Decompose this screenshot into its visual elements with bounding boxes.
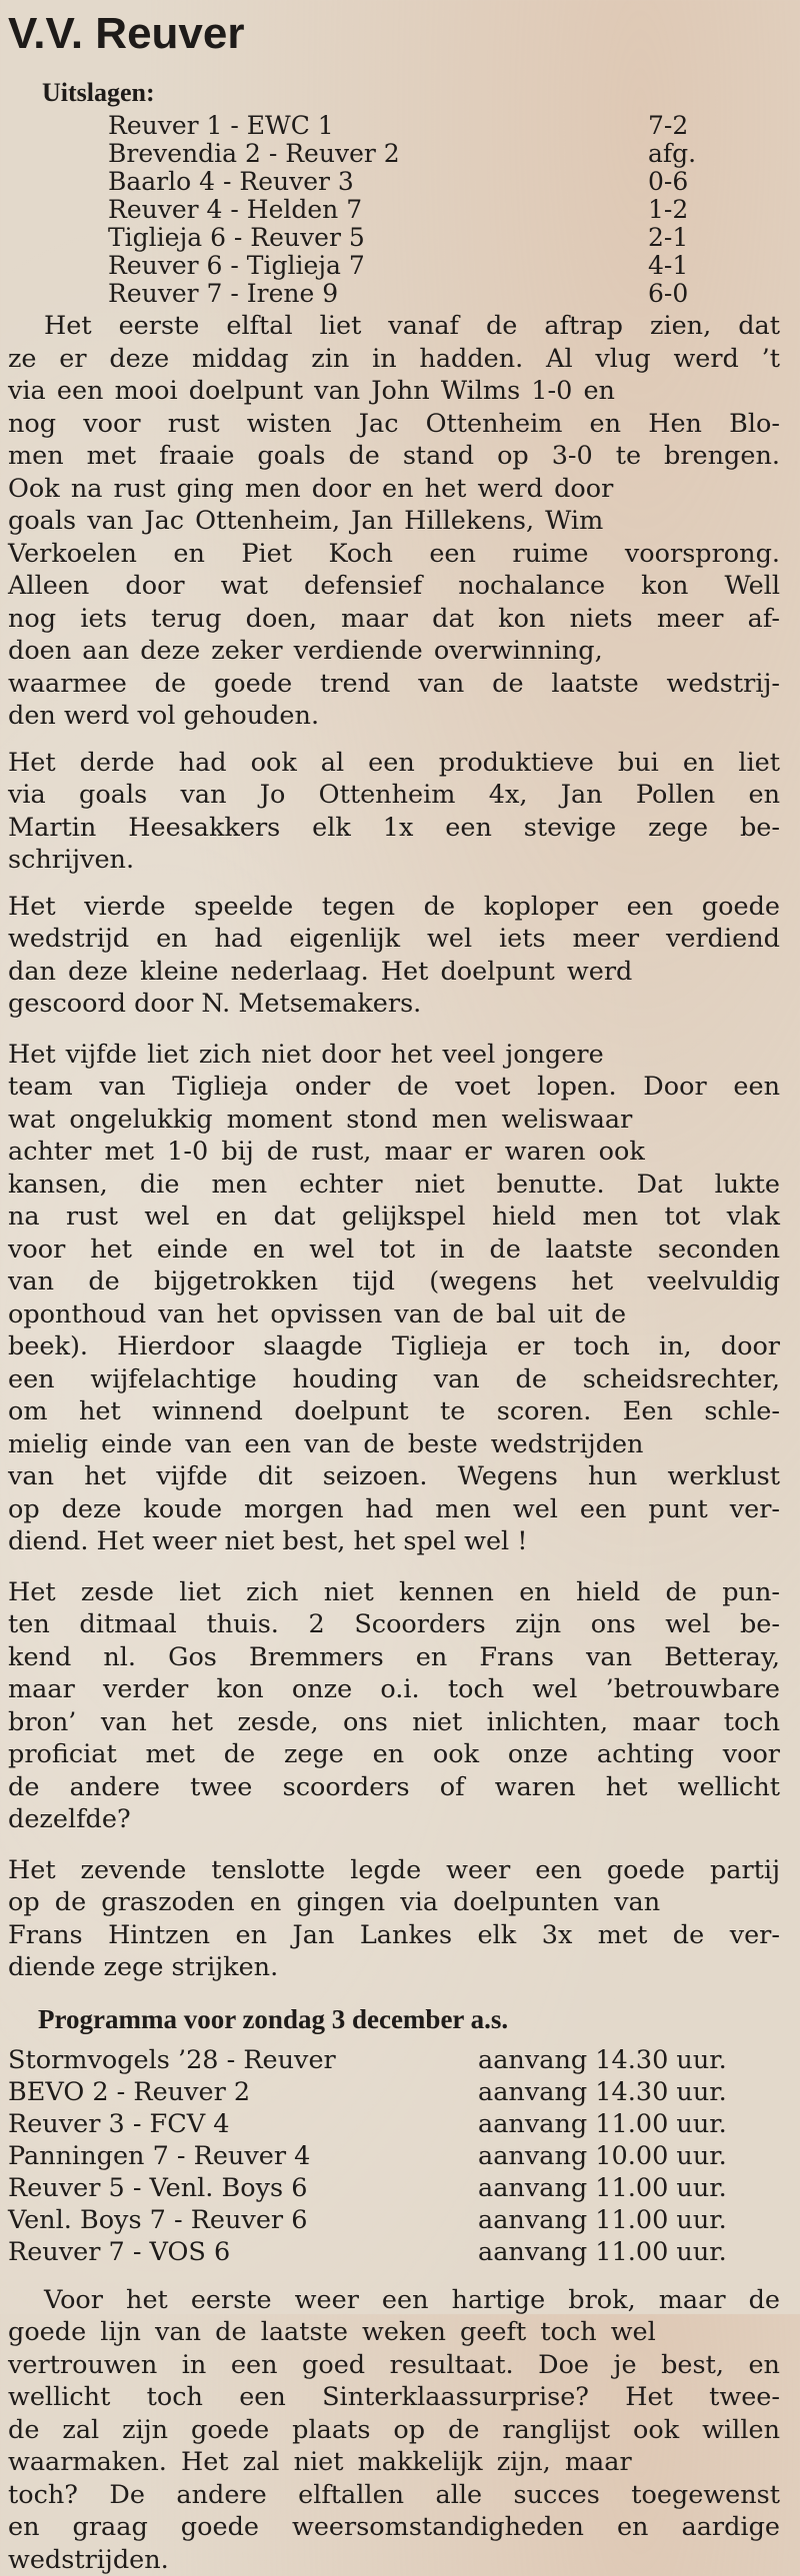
text-line: den werd vol gehouden. xyxy=(8,700,780,733)
results-list xyxy=(8,112,780,308)
result-match: Reuver 1 - EWC 1 xyxy=(8,112,648,140)
text-line: Het eerste elftal liet vanaf de aftrap zien, dat xyxy=(8,310,780,343)
program-time: aanvang 11.00 uur. xyxy=(478,2204,727,2236)
text-line: Het vijfde liet zich niet door het veel jongere xyxy=(8,1039,780,1072)
text-line: doen aan deze zeker verdiende overwinning, xyxy=(8,635,780,668)
program-heading: Programma voor zondag 3 december a.s. xyxy=(38,2002,780,2036)
program-match: BEVO 2 - Reuver 2 xyxy=(8,2076,478,2108)
program-row xyxy=(8,2140,780,2172)
result-score: afg. xyxy=(648,140,728,168)
text-line: en graag goede weersomstandigheden en aardige xyxy=(8,2511,780,2544)
program-row xyxy=(8,2204,780,2236)
text-line: kansen, die men echter niet benutte. Dat lukte xyxy=(8,1169,780,1202)
text-line: men met fraaie goals de stand op 3-0 te brengen. xyxy=(8,440,780,473)
result-match: Reuver 4 - Helden 7 xyxy=(8,196,648,224)
result-match: Reuver 7 - Irene 9 xyxy=(8,280,648,308)
text-line: Frans Hintzen en Jan Lankes elk 3x met de ver- xyxy=(8,1919,780,1952)
program-time: aanvang 11.00 uur. xyxy=(478,2108,727,2140)
text-line: Voor het eerste weer een hartige brok, maar de xyxy=(8,2284,780,2317)
result-score: 4-1 xyxy=(648,252,728,280)
text-line: van de bijgetrokken tijd (wegens het veelvuldig xyxy=(8,1266,780,1298)
program-list xyxy=(8,2044,780,2268)
text-line: beek). Hierdoor slaagde Tiglieja er toch in, door xyxy=(8,1330,780,1363)
result-score: 6-0 xyxy=(648,280,728,308)
text-line: op deze koude morgen had men wel een punt ver- xyxy=(8,1493,780,1526)
text-line: de andere twee scoorders of waren het wellicht xyxy=(8,1771,780,1804)
paragraph-first-team xyxy=(8,310,780,733)
text-line: wat ongelukkig moment stond men weliswaar xyxy=(8,1104,780,1137)
program-time: aanvang 11.00 uur. xyxy=(478,2172,727,2204)
program-match: Stormvogels ’28 - Reuver xyxy=(8,2044,478,2076)
text-line: voor het einde en wel tot in de laatste seconden xyxy=(8,1234,780,1267)
text-line: de zal zijn goede plaats op de ranglijst ook willen xyxy=(8,2414,780,2447)
program-row xyxy=(8,2076,780,2108)
text-line: Het vierde speelde tegen de koploper een goede xyxy=(8,891,780,924)
text-line: goals van Jac Ottenheim, Jan Hillekens, Wim xyxy=(8,505,780,538)
text-line: om het winnend doelpunt te scoren. Een schle- xyxy=(8,1395,780,1428)
text-line: ze er deze middag zin in hadden. Al vlug werd ’t xyxy=(8,343,780,376)
text-line: mielig einde van een van de beste wedstrijden xyxy=(8,1428,780,1461)
program-match: Reuver 3 - FCV 4 xyxy=(8,2108,478,2140)
text-line: oponthoud van het opvissen van de bal uit de xyxy=(8,1298,780,1331)
text-line: van het vijfde dit seizoen. Wegens hun werklust xyxy=(8,1460,780,1493)
result-row xyxy=(8,168,780,196)
result-score: 1-2 xyxy=(648,196,728,224)
program-match: Panningen 7 - Reuver 4 xyxy=(8,2140,478,2172)
text-line: maar verder kon onze o.i. toch wel ’betrouwbare xyxy=(8,1673,780,1706)
text-line: team van Tiglieja onder de voet lopen. Door een xyxy=(8,1071,780,1104)
text-line: wedstrijden. xyxy=(8,2544,780,2576)
text-line: Alleen door wat defensief nochalance kon Well xyxy=(8,570,780,603)
text-line: nog iets terug doen, maar dat kon niets meer af- xyxy=(8,603,780,636)
text-line: bron’ van het zesde, ons niet inlichten, maar toch xyxy=(8,1706,780,1739)
text-line: wellicht toch een Sinterklaassurprise? Het twee- xyxy=(8,2381,780,2414)
program-match: Reuver 7 - VOS 6 xyxy=(8,2236,478,2268)
text-line: diend. Het weer niet best, het spel wel ! xyxy=(8,1525,780,1558)
text-line: Het derde had ook al een produktieve bui en liet xyxy=(8,747,780,780)
paragraph-seventh-team xyxy=(8,1854,780,1984)
text-line: via een mooi doelpunt van John Wilms 1-0 en xyxy=(8,375,780,408)
text-line: na rust wel en dat gelijkspel hield men tot vlak xyxy=(8,1201,780,1234)
program-row xyxy=(8,2108,780,2140)
text-line: een wijfelachtige houding van de scheidsrechter, xyxy=(8,1363,780,1396)
results-heading: Uitslagen: xyxy=(42,76,780,110)
text-line: waarmaken. Het zal niet makkelijk zijn, maar xyxy=(8,2446,780,2479)
text-line: kend nl. Gos Bremmers en Frans van Betteray, xyxy=(8,1641,780,1674)
text-line: goede lijn van de laatste weken geeft toch wel xyxy=(8,2316,780,2349)
text-line: via goals van Jo Ottenheim 4x, Jan Pollen en xyxy=(8,779,780,812)
paragraph-closing xyxy=(8,2284,780,2576)
program-time: aanvang 11.00 uur. xyxy=(478,2236,727,2268)
program-time: aanvang 14.30 uur. xyxy=(478,2076,727,2108)
text-line: Het zesde liet zich niet kennen en hield de pun- xyxy=(8,1576,780,1609)
program-time: aanvang 14.30 uur. xyxy=(478,2044,727,2076)
program-time: aanvang 10.00 uur. xyxy=(478,2140,727,2172)
text-line: op de graszoden en gingen via doelpunten van xyxy=(8,1886,780,1919)
result-match: Reuver 6 - Tiglieja 7 xyxy=(8,252,648,280)
article-title: V.V. Reuver xyxy=(8,6,780,62)
newspaper-clipping xyxy=(0,6,786,2305)
result-score: 0-6 xyxy=(648,168,728,196)
text-line: diende zege strijken. xyxy=(8,1951,780,1984)
paragraph-third-team xyxy=(8,747,780,877)
program-match: Venl. Boys 7 - Reuver 6 xyxy=(8,2204,478,2236)
result-match: Baarlo 4 - Reuver 3 xyxy=(8,168,648,196)
result-score: 7-2 xyxy=(648,112,728,140)
result-row xyxy=(8,112,780,140)
program-row xyxy=(8,2044,780,2076)
text-line: proficiat met de zege en ook onze achting voor xyxy=(8,1738,780,1771)
paragraph-fifth-team xyxy=(8,1039,780,1558)
text-line: achter met 1-0 bij de rust, maar er waren ook xyxy=(8,1136,780,1169)
text-line: Martin Heesakkers elk 1x een stevige zege be- xyxy=(8,812,780,845)
result-row xyxy=(8,224,780,252)
paragraph-sixth-team xyxy=(8,1576,780,1836)
result-row xyxy=(8,252,780,280)
result-row xyxy=(8,140,780,168)
text-line: Ook na rust ging men door en het werd door xyxy=(8,473,780,506)
program-row xyxy=(8,2172,780,2204)
program-match: Reuver 5 - Venl. Boys 6 xyxy=(8,2172,478,2204)
program-row xyxy=(8,2236,780,2268)
result-row xyxy=(8,280,780,308)
text-line: ten ditmaal thuis. 2 Scoorders zijn ons wel be- xyxy=(8,1608,780,1641)
result-match: Brevendia 2 - Reuver 2 xyxy=(8,140,648,168)
text-line: vertrouwen in een goed resultaat. Doe je best, en xyxy=(8,2349,780,2382)
result-score: 2-1 xyxy=(648,224,728,252)
result-row xyxy=(8,196,780,224)
text-line: Verkoelen en Piet Koch een ruime voorsprong. xyxy=(8,538,780,571)
paragraph-fourth-team xyxy=(8,891,780,1021)
text-line: waarmee de goede trend van de laatste wedstrij- xyxy=(8,668,780,701)
text-line: dezelfde? xyxy=(8,1803,780,1836)
text-line: gescoord door N. Metsemakers. xyxy=(8,988,780,1021)
text-line: toch? De andere elftallen alle succes toegewenst xyxy=(8,2479,780,2512)
text-line: schrijven. xyxy=(8,844,780,877)
result-match: Tiglieja 6 - Reuver 5 xyxy=(8,224,648,252)
text-line: Het zevende tenslotte legde weer een goede partij xyxy=(8,1854,780,1887)
text-line: dan deze kleine nederlaag. Het doelpunt werd xyxy=(8,956,780,989)
text-line: nog voor rust wisten Jac Ottenheim en Hen Blo- xyxy=(8,408,780,441)
text-line: wedstrijd en had eigenlijk wel iets meer verdiend xyxy=(8,923,780,956)
